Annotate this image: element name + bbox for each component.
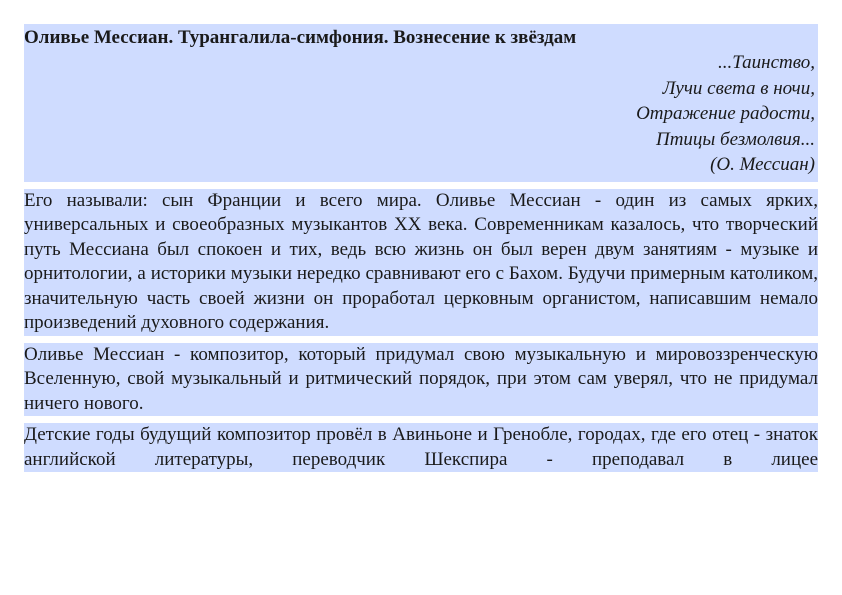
- paragraph-2: Оливье Мессиан - композитор, который придумал свою музыкальную и мировоззренческую Вселенную, свой музыкальный и ритмический порядок, при этом сам уверял, что не придумал ничего нового.: [24, 343, 818, 417]
- document-title: Оливье Мессиан. Турангалила-симфония. Вознесение к звёздам: [24, 24, 818, 50]
- epigraph-line: Птицы безмолвия...: [655, 128, 815, 150]
- epigraph: [24, 50, 818, 182]
- epigraph-author: (О. Мессиан): [710, 154, 815, 175]
- epigraph-line: Лучи света в ночи,: [662, 77, 815, 99]
- document-page: [24, 24, 818, 518]
- epigraph-line: ...Таинство,: [718, 52, 815, 73]
- epigraph-line: Отражение радости,: [636, 103, 815, 124]
- paragraph-1: Его называли: сын Франции и всего мира. Оливье Мессиан - один из самых ярких, универсальных и своеобразных музыкантов XX века. Современникам казалось, что творческий путь Мессиана был спокоен и тих, ведь всю жизнь он был верен двум занятиям - музыке и орнитологии, а историки музыки нередко сравнивают его с Бахом. Будучи примерным католиком, значительную часть своей жизни он проработал церковным органистом, написавшим немало произведений духовного содержания.: [24, 189, 818, 336]
- paragraph-3: Детские годы будущий композитор провёл в Авиньоне и Гренобле, городах, где его отец - знаток английской литературы, переводчик Шекспира - преподавал в лицее: [24, 423, 818, 472]
